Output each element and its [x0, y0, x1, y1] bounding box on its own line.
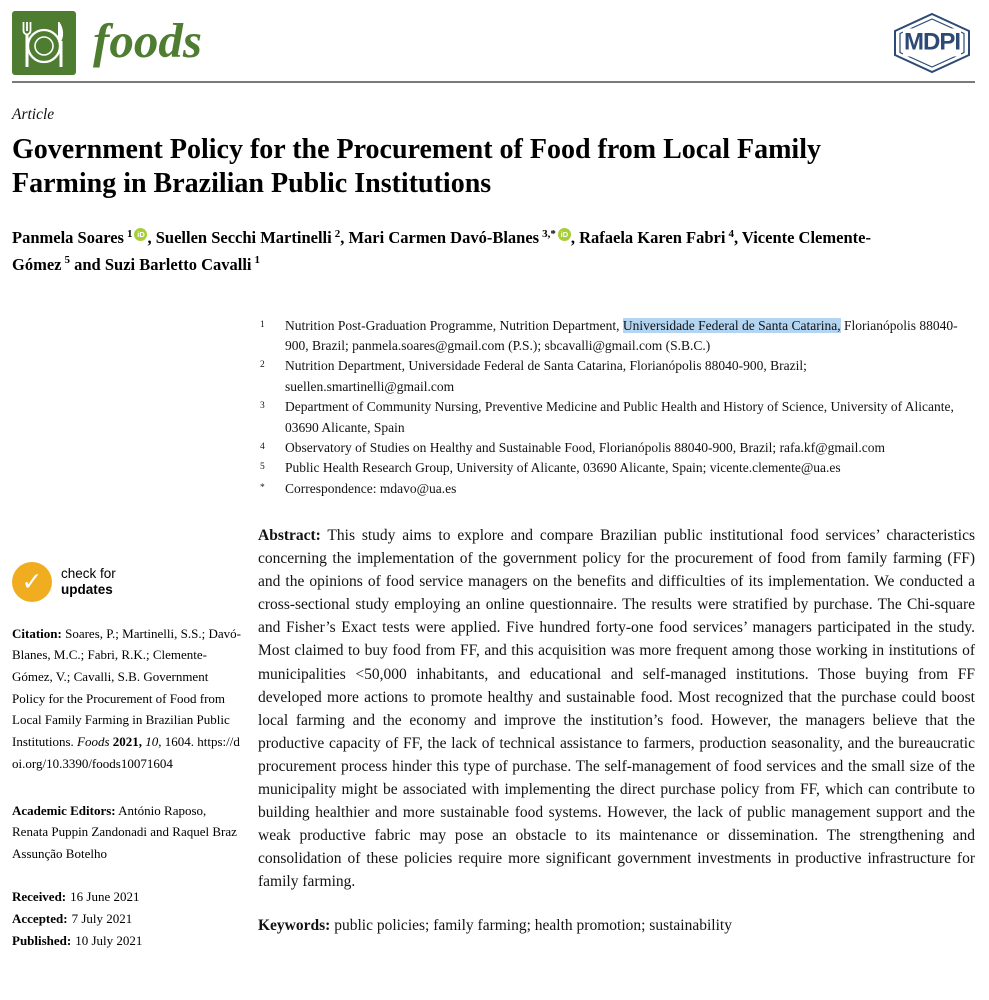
affiliation-row [258, 356, 975, 397]
author-line [12, 225, 924, 278]
author-separator: , [147, 228, 156, 248]
affiliation-sup: 1 [260, 319, 265, 330]
mdpi-logo[interactable] [889, 12, 975, 74]
author-affiliation-sup: 1 [254, 254, 260, 267]
citation-volume: 10, [145, 734, 162, 750]
author-name: Vicente Clemente-Gómez $^5$ and [12, 228, 871, 274]
affiliation-sup: * [260, 482, 265, 493]
affiliation-text: Public Health Research Group, University of Alicante, 03690 Alicante, Spain; vicente.clemente@ua.es [285, 460, 841, 476]
abstract-text: This study aims to explore and compare Brazilian public institutional food services’ characteristics concerning the implementation of the government policy for the procurement of food from family farming (FF) and the opinions of food service managers on the benefits and difficulties of its implementation. We conducted a cross-sectional study employing an online questionnaire. The results were stratified by purchase. The Chi-square and Fisher’s Exact tests were applied. Five hundred forty-one food services’ managers participated in the study. Most claimed to buy food from FF, and this acquisition was more frequent among those working in institutions of municipalities <50,000 inhabitants, and educational and self-managed institutions. Those buying from FF developed more actions to promote healthy and sustainable food. Most recognized that the purchase could boost local farming and the economy and improve the institution’s food. However, the managers believe that the productive capacity of FF, the lack of technical assistance to farmers, production seasonality, and the bureaucratic procurement process hinder this type of purchase. The self-management of food services and the small size of the municipality might be associated with implementing the direct purchase policy from FF, which can contribute to building healthier and more sustainable food systems. However, the lack of public management support and the weak productive fabric may pose an obstacle to its maintenance or dissemination. The strengthening and consolidation of these policies require more significant government investments in productive infrastructure for family farming. [258, 527, 975, 891]
orcid-icon[interactable]: iD [134, 228, 147, 241]
author-separator: and [69, 254, 105, 274]
abstract-paragraph [258, 524, 975, 894]
author-name: Rafaela Karen Fabri $^4$, [579, 227, 742, 248]
author-affiliation-sup: 4 [728, 227, 734, 240]
affiliation-row [258, 438, 975, 458]
citation-journal: Foods [77, 734, 110, 750]
affiliation-sup: 4 [260, 441, 265, 452]
foods-logo-icon [12, 11, 76, 75]
affiliation-row [258, 479, 975, 499]
article-title: Government Policy for the Procurement of Food from Local Family Farming in Brazilian Public Institutions [12, 134, 821, 199]
main-column [258, 316, 975, 953]
date-value: 10 July 2021 [75, 933, 143, 949]
keywords-text: public policies; family farming; health promotion; sustainability [334, 916, 732, 934]
affiliations-list [258, 316, 975, 499]
author-affiliation-sup: 3,* [542, 227, 556, 240]
author-separator: , [340, 228, 349, 248]
crossmark-check-icon: ✓ [12, 562, 52, 602]
date-label: Accepted: [12, 911, 68, 927]
abstract-label: Abstract: [258, 527, 321, 544]
affiliation-sup: 2 [260, 360, 265, 371]
header-divider [12, 81, 975, 83]
mdpi-logo-text: MDPI [904, 28, 960, 56]
author-separator: , [733, 228, 742, 248]
left-sidebar [12, 316, 242, 953]
affiliation-text: Department of Community Nursing, Preventive Medicine and Public Health and History of Science, University of Alicante, 03690 Alicante, Spain [285, 399, 954, 435]
article-type-label: Article [12, 106, 55, 123]
citation-year: 2021, [112, 734, 143, 750]
journal-header [12, 10, 975, 76]
foods-journal-logo[interactable] [12, 10, 202, 76]
author-name: Panmela Soares $^1$ iD , [12, 227, 156, 248]
date-value: 7 July 2021 [71, 911, 133, 927]
affiliation-text: Nutrition Post-Graduation Programme, Nutrition Department, Universidade Federal de Santa Catarina, Florianópolis 88040-900, Brazil; panmela.soares@gmail.com (P.S.); sbcavalli@gmail.com (S.B.C.) [285, 317, 958, 353]
affiliation-text: Observatory of Studies on Healthy and Sustainable Food, Florianópolis 88040-900, Brazil; rafa.kf@gmail.com [285, 439, 885, 455]
orcid-icon[interactable]: iD [558, 228, 571, 241]
citation-pages: 1604. [164, 734, 195, 750]
affiliation-row [258, 397, 975, 438]
affiliation-sup: 5 [260, 462, 265, 473]
author-affiliation-sup: 2 [334, 227, 341, 240]
author-name: Suellen Secchi Martinelli $^2$, [155, 227, 349, 248]
content-columns [12, 316, 975, 953]
citation-block [12, 623, 242, 775]
selection-highlight: Universidade Federal de Santa Catarina, [622, 317, 841, 333]
affiliation-sup: 3 [260, 401, 265, 412]
received-date [12, 886, 242, 908]
check-for-updates-badge[interactable] [12, 562, 242, 602]
journal-name: foods [93, 13, 202, 68]
academic-editors-block [12, 800, 242, 865]
published-date [12, 930, 242, 952]
history-dates [12, 886, 242, 953]
date-label: Received: [12, 888, 67, 904]
keywords-paragraph [258, 917, 975, 935]
affiliation-row [258, 458, 975, 478]
date-value: 16 June 2021 [70, 888, 140, 904]
editors-label: Academic Editors: [12, 802, 116, 818]
author-name: Suzi Barletto Cavalli $^1$ [104, 254, 260, 274]
author-name: Mari Carmen Davó-Blanes $^{3,*}$ iD , [348, 227, 580, 248]
affiliation-text: Correspondence: mdavo@ua.es [285, 480, 457, 496]
citation-doi-link[interactable]: https://doi.org/10.3390/foods10071604 [12, 734, 240, 771]
date-label: Published: [12, 933, 72, 949]
author-separator: , [570, 228, 580, 248]
citation-text: Soares, P.; Martinelli, S.S.; Davó-Blanes, M.C.; Fabri, R.K.; Clemente-Gómez, V.; Cavalli, S.B. Government Policy for the Procurement of Food from Local Family Farming in Brazilian Public Institutions. [12, 625, 241, 750]
citation-label: Citation: [12, 625, 62, 641]
affiliation-row [258, 316, 975, 357]
check-for-updates-label: check for updates [61, 565, 116, 597]
author-affiliation-sup: 1 [126, 227, 133, 240]
keywords-label: Keywords: [258, 916, 331, 934]
accepted-date [12, 908, 242, 930]
author-affiliation-sup: 5 [64, 254, 70, 267]
editors-names: António Raposo, Renata Puppin Zandonadi and Raquel Braz Assunção Botelho [12, 802, 237, 861]
affiliation-text: Nutrition Department, Universidade Federal de Santa Catarina, Florianópolis 88040-900, Brazil; suellen.smartinelli@gmail.com [285, 358, 807, 394]
